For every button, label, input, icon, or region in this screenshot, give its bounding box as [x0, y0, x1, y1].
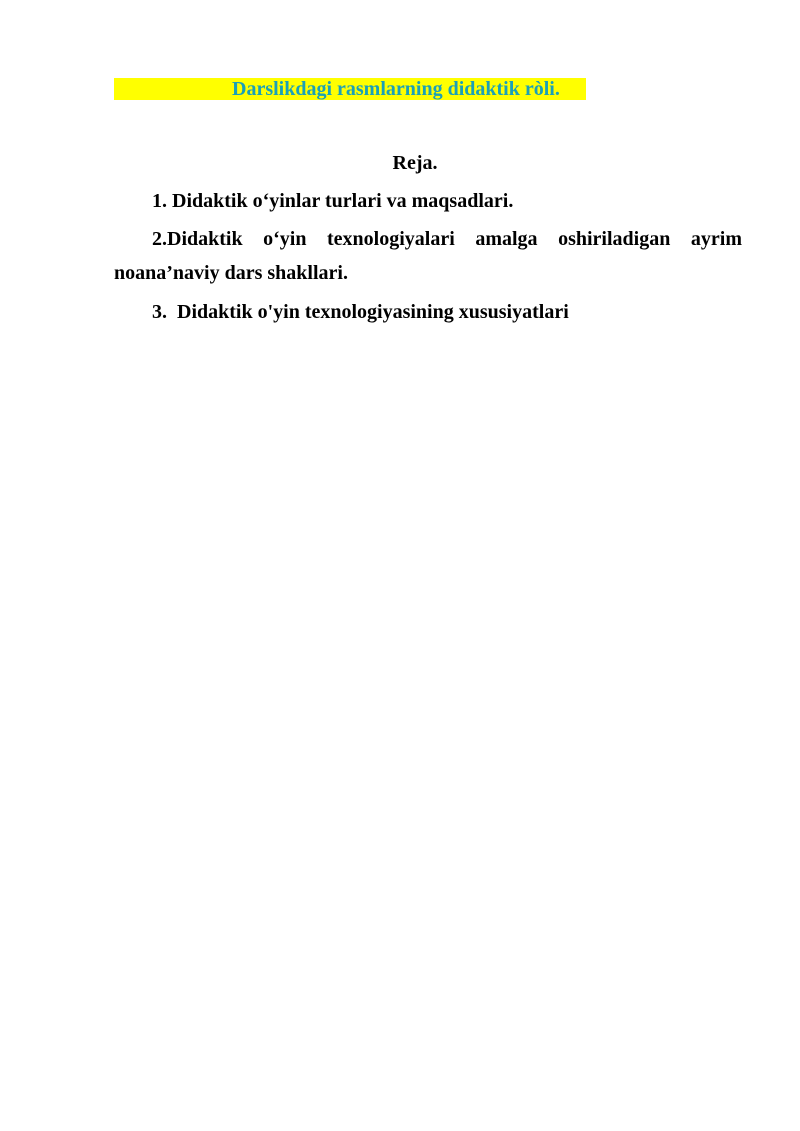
plan-item-2-line2: noana’naviy dars shakllari. — [114, 262, 348, 284]
plan-item-3-number: 3. — [152, 301, 167, 323]
plan-item-1: 1. Didaktik o‘yinlar turlari va maqsadlari. — [152, 190, 514, 212]
plan-heading: Reja. — [392, 152, 438, 174]
plan-item-3-text: Didaktik o'yin texnologiyasining xususiyatlari — [177, 301, 569, 323]
plan-item-3 — [152, 299, 569, 325]
document-title: Darslikdagi rasmlarning didaktik ròli. — [232, 78, 560, 100]
plan-item-2-line1: 2.Didaktik o‘yin texnologiyalari amalga oshiriladigan ayrim — [152, 228, 742, 250]
